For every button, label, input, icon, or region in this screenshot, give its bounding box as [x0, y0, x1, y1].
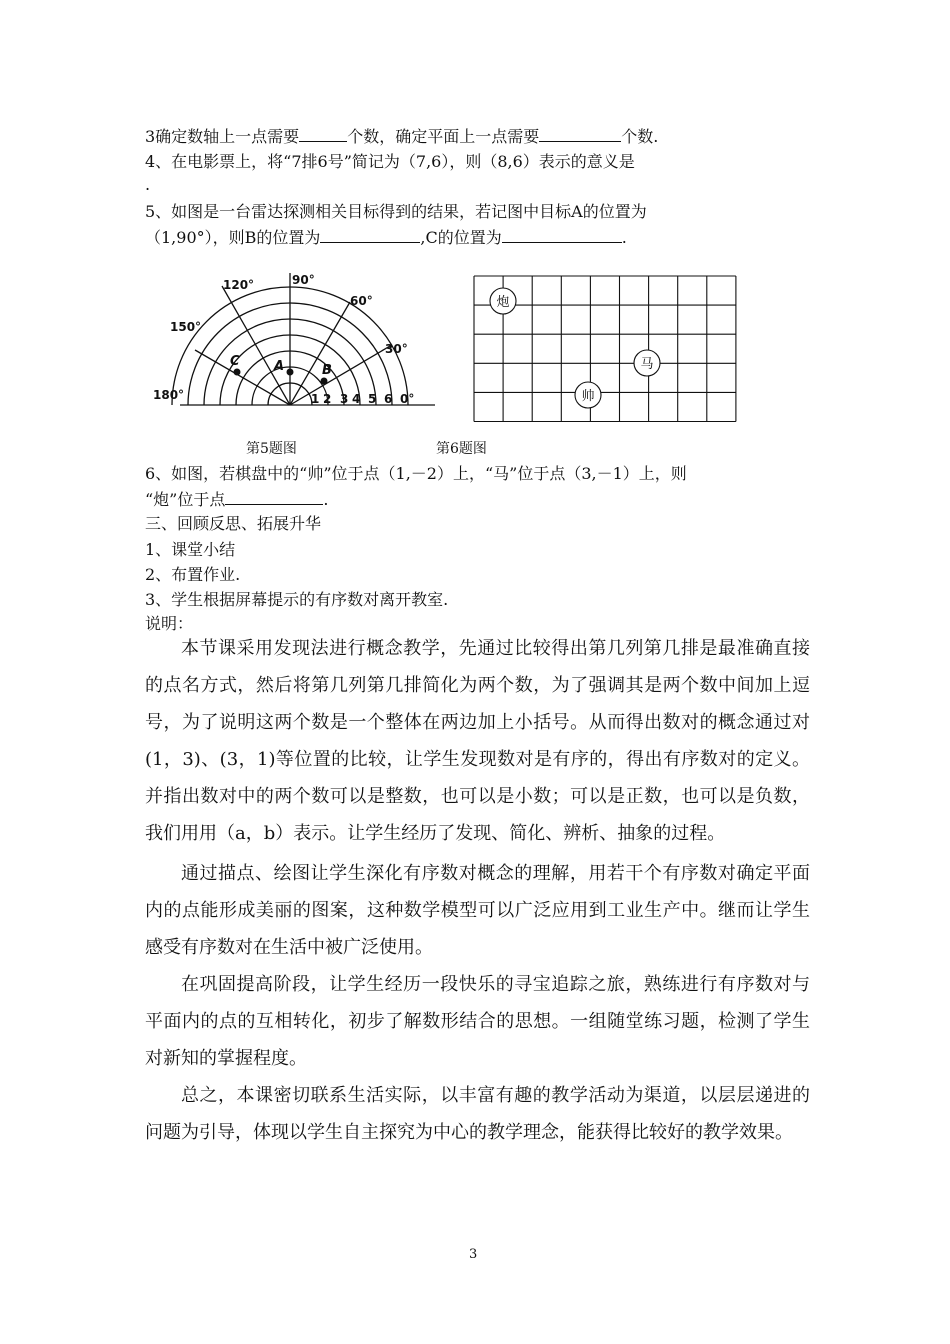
section-title: 三、回顾反思、拓展升华 — [145, 514, 322, 533]
angle-label-90: 90° — [292, 273, 315, 287]
answer-blank[interactable] — [320, 228, 420, 243]
answer-blank[interactable] — [299, 127, 347, 142]
paragraph: 总之，本课密切联系生活实际，以丰富有趣的教学活动为渠道，以层层递进的问题为引导，体现以学生自主探究为中心的教学理念，能获得比较好的教学效果。 — [145, 1085, 810, 1143]
ring-label-3: 3 — [340, 392, 349, 406]
section-item: 2、布置作业. — [145, 565, 241, 584]
paragraph: 本节课采用发现法进行概念教学，先通过比较得出第几列第几排是最准确直接的点名方式，然后将第几列第几排简化为两个数，为了强调其是两个数中间加上逗号，为了说明这两个数是一个整体在两边加上小括号。从而得出数对的概念通过对(1，3)、(3，1)等位置的比较，让学生发现数对是有序的，得出有序数对的定义。并指出数对中的两个数可以是整数，也可以是小数；可以是正数，也可以是负数，我们用用（a，b）表示。让学生经历了发现、简化、辨析、抽象的过程。 — [145, 638, 810, 844]
paragraph: 在巩固提高阶段，让学生经历一段快乐的寻宝追踪之旅，熟练进行有序数对与平面内的点的互相转化，初步了解数形结合的思想。一组随堂练习题，检测了学生对新知的掌握程度。 — [145, 974, 810, 1069]
question-4: 4、在电影票上，将“7排6号”简记为（7,6），则（8,6）表示的意义是 — [145, 152, 635, 171]
question-3: 3确定数轴上一点需要 个数，确定平面上一点需要 个数. — [145, 127, 659, 146]
ring-label-4: 4 — [352, 392, 361, 406]
paragraph: 通过描点、绘图让学生深化有序数对概念的理解，用若干个有序数对确定平面内的点能形成美丽的图案，这种数学模型可以广泛应用到工业生产中。继而让学生感受有序数对在生活中被广泛使用。 — [145, 863, 810, 958]
answer-blank[interactable] — [225, 490, 323, 505]
piece-ma — [634, 350, 660, 376]
note-label: 说明： — [145, 614, 194, 633]
question-5-line1: 5、如图是一台雷达探测相关目标得到的结果，若记图中目标A的位置为 — [145, 202, 647, 221]
piece-pao — [490, 288, 516, 314]
question-6-line2: “炮”位于点 . — [145, 490, 329, 509]
section-item: 3、学生根据屏幕提示的有序数对离开教室. — [145, 590, 449, 609]
point-label-b: B — [322, 363, 332, 378]
chessboard-figure — [470, 272, 740, 428]
angle-label-180: 180° — [153, 388, 185, 402]
ring-label-6: 6 — [384, 392, 393, 406]
question-5-line2: （1,90°），则B的位置为 ,C的位置为 . — [145, 228, 627, 247]
answer-blank[interactable] — [502, 228, 622, 243]
ring-label-5: 5 — [368, 392, 377, 406]
angle-label-0: 0° — [400, 392, 415, 406]
piece-label-shuai: 帅 — [581, 389, 595, 404]
target-point-b — [321, 378, 328, 385]
radar-ray-60 — [290, 302, 350, 405]
angle-label-120: 120° — [223, 278, 255, 292]
piece-label-pao: 炮 — [496, 295, 510, 310]
angle-label-30: 30° — [385, 342, 408, 356]
question-4-cont: . — [145, 175, 151, 194]
question-6-line1: 6、如图，若棋盘中的“帅”位于点（1,－2）上，“马”位于点（3,－1）上，则 — [145, 464, 687, 483]
target-point-c — [234, 369, 241, 376]
target-point-a — [287, 369, 294, 376]
piece-shuai — [575, 382, 601, 408]
angle-label-150: 150° — [170, 320, 202, 334]
radar-figure — [150, 268, 440, 428]
piece-label-ma: 马 — [640, 357, 654, 372]
figure-6-caption: 第6题图 — [436, 441, 487, 457]
answer-blank[interactable] — [539, 127, 621, 142]
section-item: 1、课堂小结 — [145, 540, 236, 559]
ring-label-1: 1 — [311, 392, 320, 406]
point-label-a: A — [274, 359, 285, 374]
point-label-c: C — [230, 354, 240, 369]
ring-label-2: 2 — [323, 392, 332, 406]
page-number: 3 — [469, 1247, 478, 1262]
figure-5-caption: 第5题图 — [246, 441, 297, 457]
angle-label-60: 60° — [350, 294, 373, 308]
